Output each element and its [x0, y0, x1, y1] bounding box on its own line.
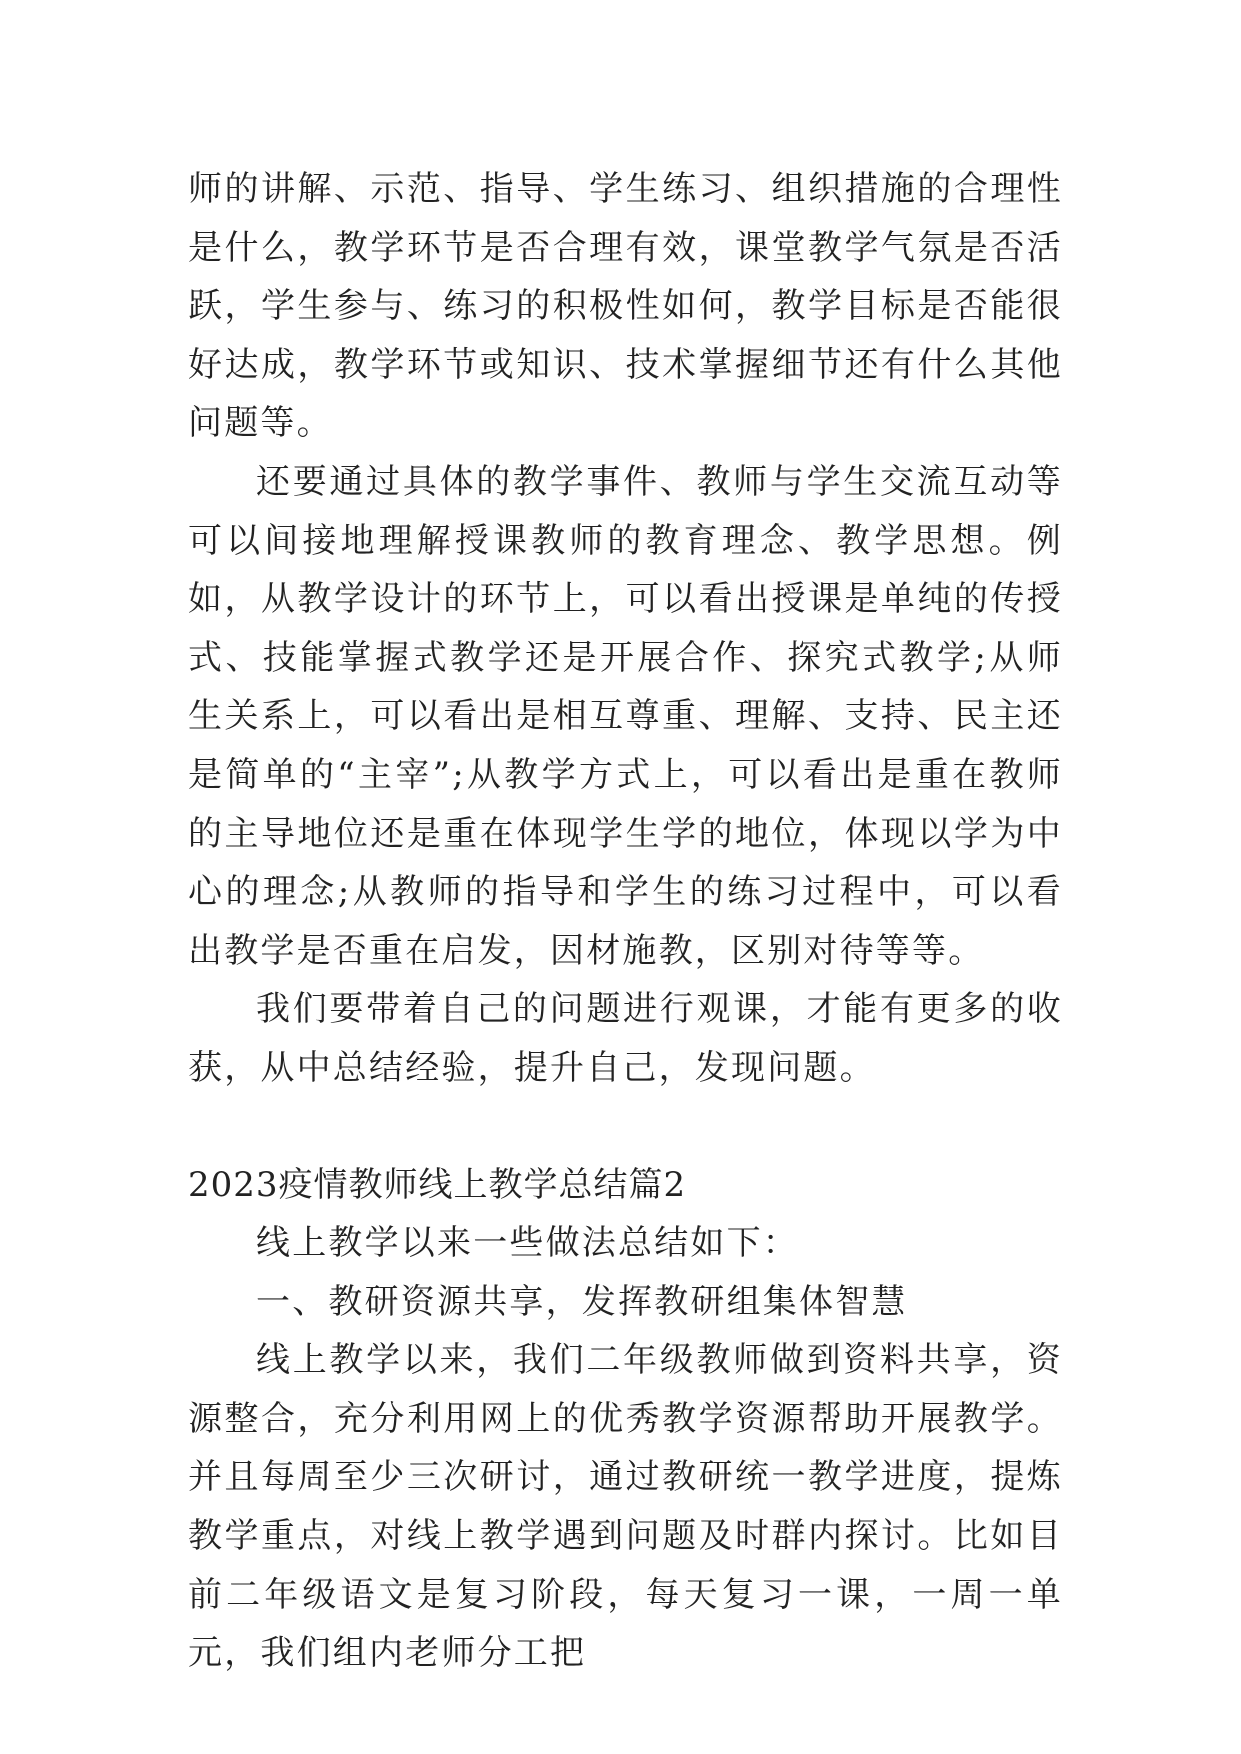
section-paragraph-3: 线上教学以来，我们二年级教师做到资料共享，资源整合，充分利用网上的优秀教学资源帮助开展教学。并且每周至少三次研讨，通过教研统一教学进度，提炼教学重点，对线上教学遇到问题及时群内探讨。比如目前二年级语文是复习阶段，每天复习一课，一周一单元，我们组内老师分工把 — [188, 1340, 1063, 1674]
section-paragraph-2: 一、教研资源共享，发挥教研组集体智慧 — [256, 1281, 908, 1322]
section-paragraph-1: 线上教学以来一些做法总结如下： — [256, 1223, 799, 1264]
paragraph-3: 我们要带着自己的问题进行观课，才能有更多的收获，从中总结经验，提升自己，发现问题。 — [188, 989, 1063, 1088]
document-body — [188, 160, 1063, 1683]
paragraph-2: 还要通过具体的教学事件、教师与学生交流互动等可以间接地理解授课教师的教育理念、教学思想。例如，从教学设计的环节上，可以看出授课是单纯的传授式、技能掌握式教学还是开展合作、探究式教学;从师生关系上，可以看出是相互尊重、理解、支持、民主还是简单的“主宰”;从教学方式上，可以看出是重在教师的主导地位还是重在体现学生学的地位，体现以学为中心的理念;从教师的指导和学生的练习过程中，可以看出教学是否重在启发，因材施教，区别对待等等。 — [188, 461, 1063, 971]
section-title: 2023疫情教师线上教学总结篇2 — [188, 1164, 687, 1205]
paragraph-1: 师的讲解、示范、指导、学生练习、组织措施的合理性是什么，教学环节是否合理有效，课堂教学气氛是否活跃，学生参与、练习的积极性如何，教学目标是否能很好达成，教学环节或知识、技术掌握细节还有什么其他问题等。 — [188, 169, 1063, 444]
